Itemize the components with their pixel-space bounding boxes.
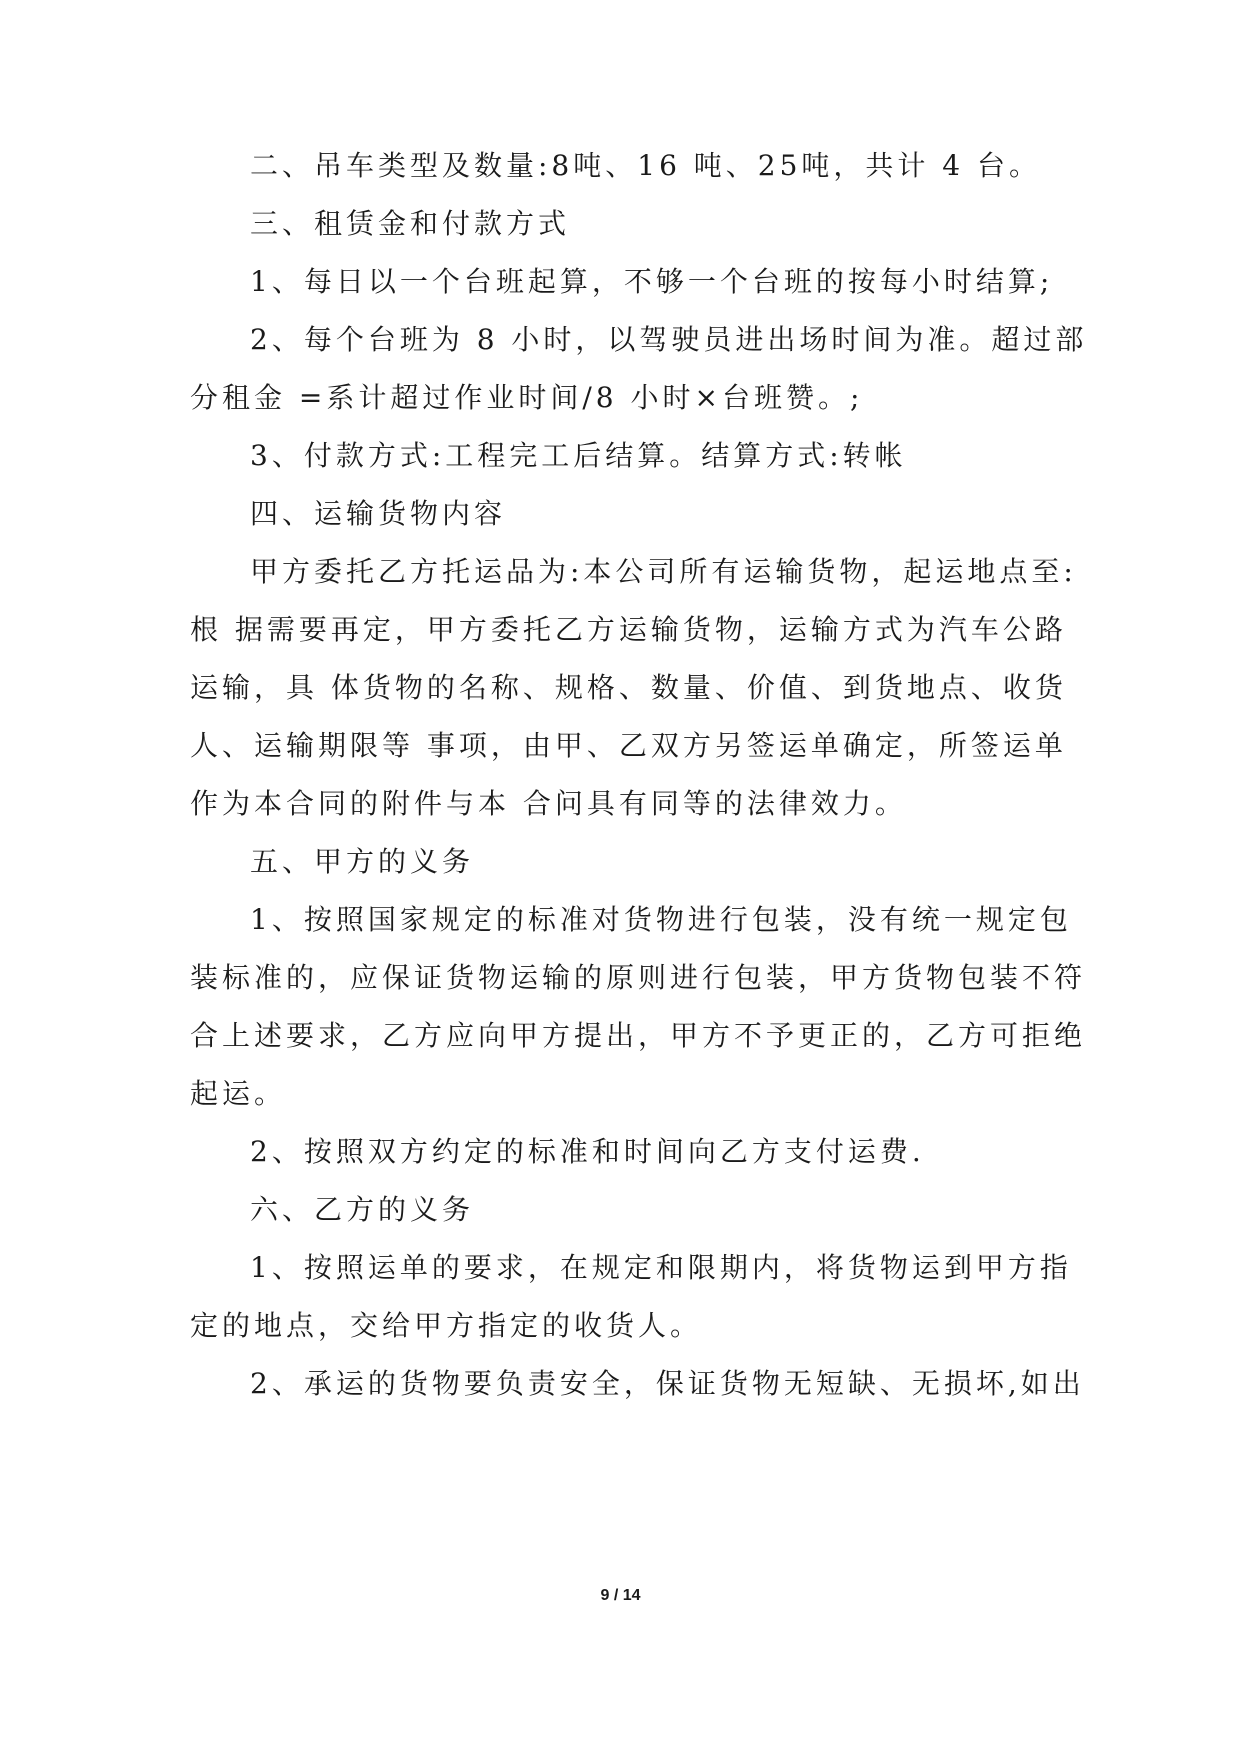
paragraph-line: 甲方委托乙方托运品为:本公司所有运输货物，起运地点至:: [250, 555, 1077, 588]
paragraph-line: 1、按照国家规定的标准对货物进行包装，没有统一规定包: [250, 903, 1072, 936]
paragraph-line: 装标准的，应保证货物运输的原则进行包装，甲方货物包装不符: [190, 961, 1087, 994]
paragraph-line: 二、吊车类型及数量:8吨、16 吨、25吨，共计 4 台。: [250, 149, 1042, 182]
paragraph-line: 合上述要求，乙方应向甲方提出，甲方不予更正的，乙方可拒绝: [190, 1019, 1087, 1052]
paragraph-line: 作为本合同的附件与本 合问具有同等的法律效力。: [190, 787, 907, 820]
section-heading: 六、乙方的义务: [250, 1193, 475, 1226]
page-number: 9 / 14: [600, 1587, 641, 1604]
paragraph-line: 2、按照双方约定的标准和时间向乙方支付运费.: [250, 1135, 925, 1168]
paragraph-line: 定的地点，交给甲方指定的收货人。: [190, 1309, 703, 1342]
paragraph-line: 运输，具 体货物的名称、规格、数量、价值、到货地点、收货: [190, 671, 1067, 704]
paragraph-line: 2、承运的货物要负责安全，保证货物无短缺、无损坏,如出: [250, 1367, 1085, 1400]
section-heading: 三、租赁金和付款方式: [250, 207, 571, 240]
section-heading: 五、甲方的义务: [250, 845, 475, 878]
paragraph-line: 1、按照运单的要求，在规定和限期内，将货物运到甲方指: [250, 1251, 1072, 1284]
section-heading: 四、运输货物内容: [250, 497, 507, 530]
paragraph-line: 起运。: [190, 1077, 287, 1110]
paragraph-line: 根 据需要再定，甲方委托乙方运输货物，运输方式为汽车公路: [190, 613, 1067, 646]
paragraph-line: 3、付款方式:工程完工后结算。结算方式:转帐: [250, 439, 907, 472]
paragraph-line: 人、运输期限等 事项，由甲、乙双方另签运单确定，所签运单: [190, 729, 1067, 762]
paragraph-line: 2、每个台班为 8 小时，以驾驶员进出场时间为准。超过部: [250, 323, 1088, 356]
paragraph-line: 分租金 =系计超过作业时间/8 小时×台班赞。;: [190, 381, 864, 414]
paragraph-line: 1、每日以一个台班起算，不够一个台班的按每小时结算;: [250, 265, 1054, 298]
